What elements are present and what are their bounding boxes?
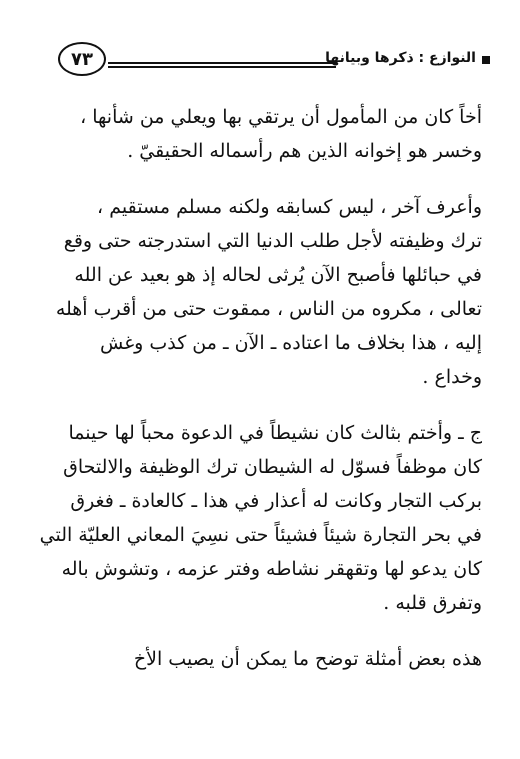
- body-text: [32, 100, 482, 676]
- text-line: كان يدعو لها وتقهقر نشاطه وفتر عزمه ، وتشوش باله: [61, 558, 482, 580]
- text-line: ج ـ وأختم بثالث كان نشيطاً في الدعوة محباً لها حينما: [68, 422, 482, 444]
- text-line: تعالى ، مكروه من الناس ، ممقوت حتى من أقرب أهله: [55, 298, 482, 320]
- text-line: في بحر التجارة شيئاً فشيئاً حتى نسِيَ المعاني العليّة التي: [39, 524, 482, 546]
- text-line: هذه بعض أمثلة توضح ما يمكن أن يصيب الأخ: [133, 648, 482, 670]
- text-line: ترك وظيفته لأجل طلب الدنيا التي استدرجته حتى وقع: [63, 230, 482, 252]
- page-header: [34, 40, 490, 84]
- page-number: ٧٣: [58, 42, 106, 76]
- text-line: وخداع .: [422, 366, 482, 388]
- text-line: إليه ، هذا بخلاف ما اعتاده ـ الآن ـ من كذب وغش: [99, 332, 482, 354]
- paragraph-gap: [32, 394, 482, 416]
- text-line: أخاً كان من المأمول أن يرتقي بها ويعلي من شأنها ،: [80, 106, 482, 128]
- text-line: كان موظفاً فسوّل له الشيطان ترك الوظيفة والالتحاق: [63, 456, 482, 478]
- paragraph-gap: [32, 168, 482, 190]
- paragraph-gap: [32, 620, 482, 642]
- paragraph: [32, 190, 482, 394]
- paragraph: [32, 642, 482, 676]
- header-rule: [108, 62, 336, 68]
- square-bullet-icon: [482, 56, 490, 64]
- text-line: وأعرف آخر ، ليس كسابقه ولكنه مسلم مستقيم ،: [97, 196, 482, 218]
- paragraph: [32, 100, 482, 168]
- running-title: النوازع : ذكرها وبيانها: [325, 50, 476, 66]
- text-line: بركب التجار وكانت له أعذار في هذا ـ كالعادة ـ فغرق: [70, 490, 482, 512]
- paragraph: [32, 416, 482, 620]
- text-line: في حبائلها فأصبح الآن يُرثى لحاله إذ هو بعيد عن الله: [74, 264, 482, 286]
- text-line: وتفرق قلبه .: [383, 592, 482, 614]
- text-line: وخسر هو إخوانه الذين هم رأسماله الحقيقيّ .: [127, 140, 482, 162]
